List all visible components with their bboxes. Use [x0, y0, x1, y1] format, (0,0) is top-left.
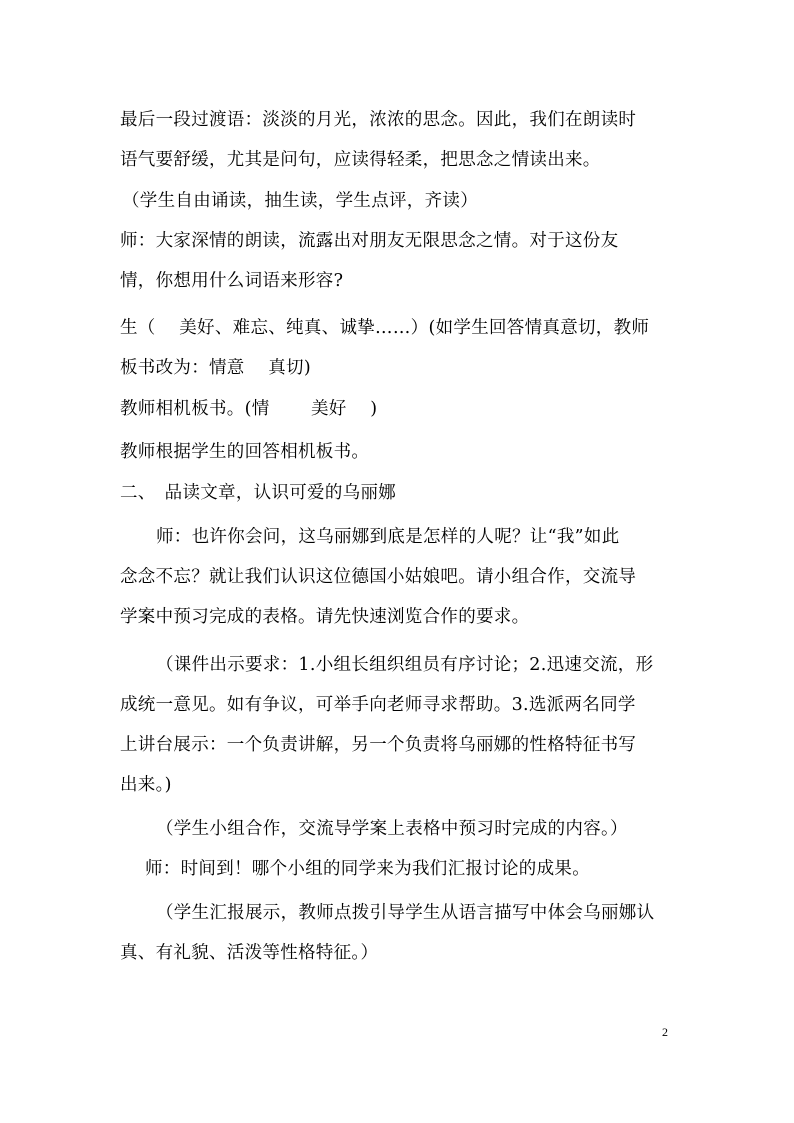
text-line: 真、有礼貌、活泼等性格特征。） [120, 943, 379, 963]
text-line: 上讲台展示：一个负责讲解，另一个负责将乌丽娜的性格特征书写 [120, 735, 637, 755]
text-line: 师：大家深情的朗读，流露出对朋友无限思念之情。对于这份友 [120, 231, 619, 251]
text-line: 成统一意见。如有争议，可举手向老师寻求帮助。3.选派两名同学 [120, 695, 636, 715]
text-line: 板书改为：情意 真切) [120, 358, 311, 378]
text-line: （课件出示要求：1.小组长组织组员有序讨论；2.迅速交流，形 [156, 655, 654, 675]
text-line: （学生汇报展示，教师点拨引导学生从语言描写中体会乌丽娜认 [156, 903, 655, 923]
text-line: 学案中预习完成的表格。请先快速浏览合作的要求。 [120, 607, 530, 627]
text-line: 师：也许你会问，这乌丽娜到底是怎样的人呢？让“我”如此 [156, 527, 620, 547]
text-line: 语气要舒缓，尤其是问句，应读得轻柔，把思念之情读出来。 [120, 150, 601, 170]
text-line: （学生小组合作，交流导学案上表格中预习时完成的内容。） [156, 819, 628, 839]
section-heading: 二、 品读文章，认识可爱的乌丽娜 [120, 483, 397, 503]
page-number: 2 [662, 1025, 668, 1039]
text-line: 生（ 美好、难忘、纯真、诚挚……）(如学生回答情真意切，教师 [120, 318, 650, 338]
text-line: 最后一段过渡语：淡淡的月光，浓浓的思念。因此，我们在朗读时 [120, 110, 637, 130]
text-line: 师：时间到！哪个小组的同学来为我们汇报讨论的成果。 [145, 859, 590, 879]
text-line: 情，你想用什么词语来形容? [120, 271, 344, 291]
text-line: 出来。) [120, 775, 172, 795]
text-line: 念念不忘？就让我们认识这位德国小姑娘吧。请小组合作，交流导 [120, 567, 637, 587]
text-line: 教师相机板书。(情 美好 ) [120, 399, 378, 419]
text-line: （学生自由诵读，抽生读，学生点评，齐读） [122, 191, 478, 211]
text-line: 教师根据学生的回答相机板书。 [120, 442, 370, 462]
